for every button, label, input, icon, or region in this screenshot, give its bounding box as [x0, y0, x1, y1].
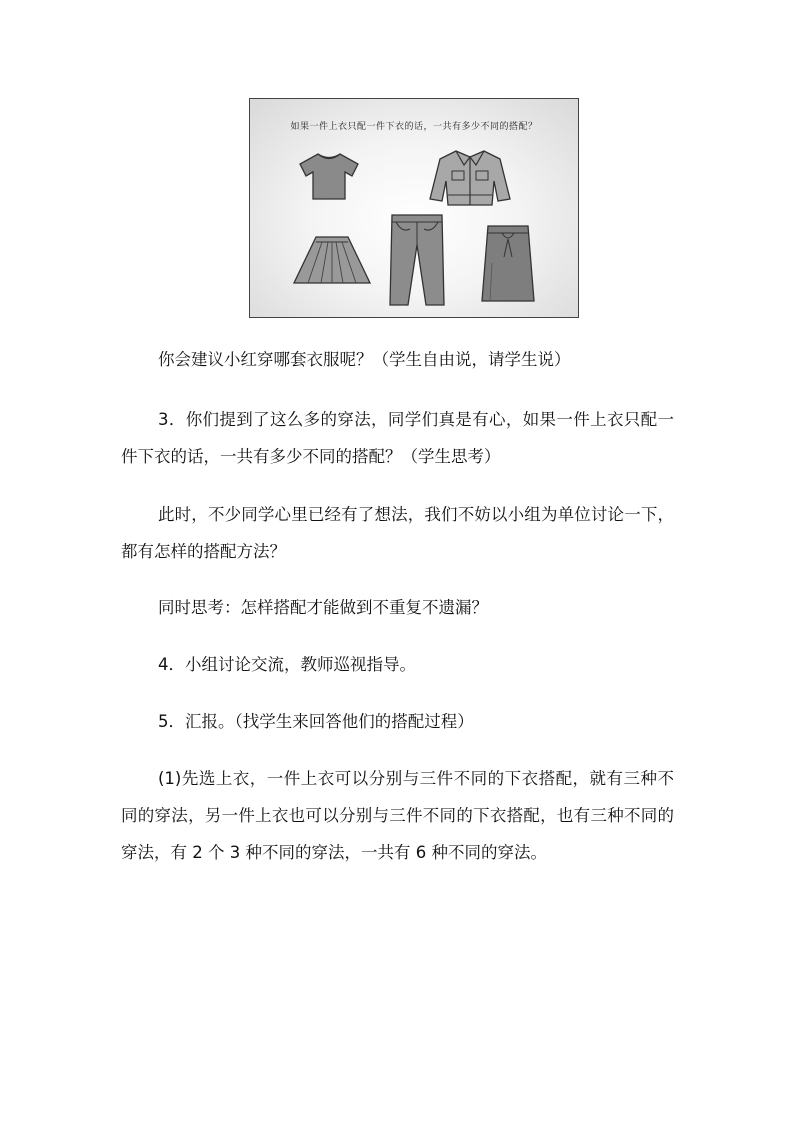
skirt-illustration — [292, 235, 372, 287]
jeans-illustration — [386, 211, 448, 309]
clothing-figure — [249, 98, 579, 318]
paragraph-answer-1: (1)先选上衣，一件上衣可以分别与三件不同的下衣搭配，就有三种不同的穿法，另一件上衣也可以分别与三件不同的下衣搭配，也有三种不同的穿法，有 2 个 3 种不同的穿法，一共有 6 种不同的穿法。 — [121, 769, 674, 862]
paragraph-think: 同时思考：怎样搭配才能做到不重复不遗漏？ — [158, 598, 488, 617]
paragraph-step-3: 3．你们提到了这么多的穿法，同学们真是有心，如果一件上衣只配一件下衣的话，一共有多少不同的搭配？（学生思考） — [121, 410, 674, 466]
t-shirt-illustration — [298, 151, 360, 201]
jacket-illustration — [428, 147, 512, 209]
paragraph-step-5: 5．汇报。（找学生来回答他们的搭配过程） — [158, 712, 474, 731]
long-skirt-illustration — [478, 223, 538, 305]
paragraph-suggestion: 你会建议小红穿哪套衣服呢？（学生自由说，请学生说） — [158, 350, 571, 369]
paragraph-group-discussion: 此时，不少同学心里已经有了想法，我们不妨以小组为单位讨论一下，都有怎样的搭配方法？ — [121, 505, 674, 561]
paragraph-step-4: 4．小组讨论交流，教师巡视指导。 — [158, 655, 416, 674]
figure-caption: 如果一件上衣只配一件下衣的话，一共有多少不同的搭配？ — [290, 122, 538, 132]
